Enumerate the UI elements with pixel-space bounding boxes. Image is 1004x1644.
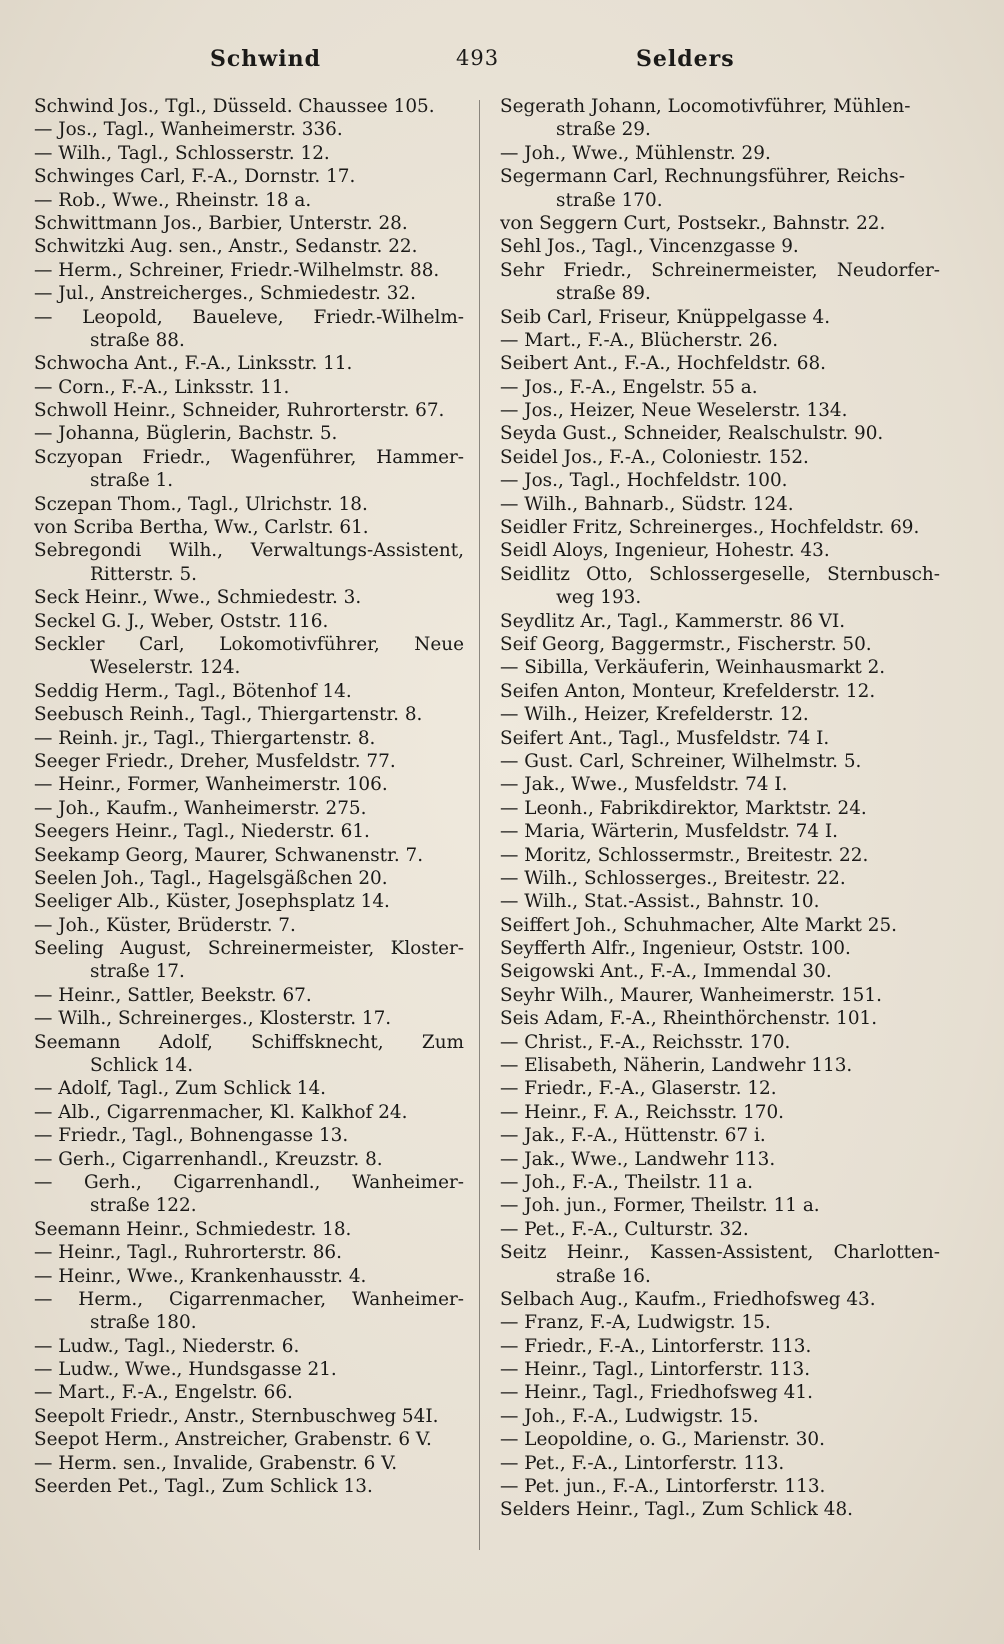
directory-entry-line: — Christ., F.-A., Reichsstr. 170. bbox=[500, 1031, 791, 1053]
directory-entry-line: — Ludw., Wwe., Hundsgasse 21. bbox=[34, 1359, 337, 1381]
directory-entry-line: — Jos., Heizer, Neue Weselerstr. 134. bbox=[500, 400, 848, 422]
directory-entry-line: — Joh., Wwe., Mühlenstr. 29. bbox=[500, 142, 771, 164]
directory-entry-line: — Pet. jun., F.-A., Lintorferstr. 113. bbox=[500, 1476, 826, 1498]
directory-entry-line: straße 1. bbox=[90, 470, 174, 492]
directory-entry-line: Seekamp Georg, Maurer, Schwanenstr. 7. bbox=[34, 844, 424, 866]
directory-entry-line: Schwoll Heinr., Schneider, Ruhrorterstr. 67. bbox=[34, 400, 445, 422]
directory-entry-line: Seifen Anton, Monteur, Krefelderstr. 12. bbox=[500, 680, 876, 702]
directory-entry-line: — Wilh., Stat.-Assist., Bahnstr. 10. bbox=[500, 891, 820, 913]
directory-entry-line: Seitz Heinr., Kassen-Assistent, Charlotten- bbox=[500, 1242, 940, 1264]
directory-entry-line: straße 170. bbox=[556, 189, 663, 211]
directory-entry-line: Seddig Herm., Tagl., Bötenhof 14. bbox=[34, 680, 352, 702]
directory-entry-line: — Alb., Cigarrenmacher, Kl. Kalkhof 24. bbox=[34, 1101, 408, 1123]
directory-entry-line: — Jak., F.-A., Hüttenstr. 67 i. bbox=[500, 1125, 766, 1147]
directory-entry-line: Seeger Friedr., Dreher, Musfeldstr. 77. bbox=[34, 750, 396, 772]
column-divider bbox=[479, 100, 480, 1550]
directory-entry-line: — Joh., Kaufm., Wanheimerstr. 275. bbox=[34, 797, 367, 819]
directory-entry-line: Seelen Joh., Tagl., Hagelsgäßchen 20. bbox=[34, 867, 388, 889]
directory-entry-line: Seydlitz Ar., Tagl., Kammerstr. 86 VI. bbox=[500, 610, 846, 632]
directory-entry-line: — Moritz, Schlossermstr., Breitestr. 22. bbox=[500, 844, 869, 866]
directory-entry-line: Seib Carl, Friseur, Knüppelgasse 4. bbox=[500, 306, 831, 328]
header-left-keyword: Schwind bbox=[210, 46, 321, 72]
directory-entry-line: von Seggern Curt, Postsekr., Bahnstr. 22. bbox=[500, 212, 886, 234]
directory-entry-line: Weselerstr. 124. bbox=[90, 657, 241, 679]
directory-entry-line: — Jak., Wwe., Musfeldstr. 74 I. bbox=[500, 774, 788, 796]
directory-entry-line: straße 16. bbox=[556, 1265, 651, 1287]
directory-entry-line: Sehl Jos., Tagl., Vincenzgasse 9. bbox=[500, 236, 799, 258]
directory-entry-line: — Gerh., Cigarrenhandl., Kreuzstr. 8. bbox=[34, 1148, 383, 1170]
directory-entry-line: — Friedr., Tagl., Bohnengasse 13. bbox=[34, 1125, 349, 1147]
right-column bbox=[500, 95, 940, 1522]
directory-entry-line: — Pet., F.-A., Culturstr. 32. bbox=[500, 1218, 749, 1240]
directory-entry-line: Seemann Adolf, Schiffsknecht, Zum bbox=[34, 1031, 464, 1053]
directory-entry-line: Seidler Fritz, Schreinerges., Hochfeldstr. 69. bbox=[500, 517, 920, 539]
directory-entry-line: — Joh., Küster, Brüderstr. 7. bbox=[34, 914, 296, 936]
directory-entry-line: Segerath Johann, Locomotivführer, Mühlen- bbox=[500, 96, 911, 117]
directory-entry-line: — Heinr., Tagl., Lintorferstr. 113. bbox=[500, 1359, 811, 1381]
directory-entry-line: Seibert Ant., F.-A., Hochfeldstr. 68. bbox=[500, 353, 827, 375]
directory-entry-line: Seerden Pet., Tagl., Zum Schlick 13. bbox=[34, 1476, 373, 1498]
header-right-keyword: Selders bbox=[636, 46, 735, 72]
directory-entry-line: — Wilh., Schlosserges., Breitestr. 22. bbox=[500, 867, 846, 889]
directory-entry-line: — Jos., F.-A., Engelstr. 55 a. bbox=[500, 376, 758, 398]
directory-entry-line: Selbach Aug., Kaufm., Friedhofsweg 43. bbox=[500, 1288, 876, 1310]
directory-entry-line: — Mart., F.-A., Engelstr. 66. bbox=[34, 1382, 293, 1404]
directory-entry-line: Selders Heinr., Tagl., Zum Schlick 48. bbox=[500, 1499, 853, 1521]
directory-entry-line: — Joh. jun., Former, Theilstr. 11 a. bbox=[500, 1195, 820, 1217]
directory-entry-line: — Heinr., Tagl., Ruhrorterstr. 86. bbox=[34, 1242, 342, 1264]
directory-entry-line: Seifert Ant., Tagl., Musfeldstr. 74 I. bbox=[500, 727, 830, 749]
directory-entry-line: Seeling August, Schreinermeister, Kloster- bbox=[34, 938, 464, 960]
directory-entry-line: — Maria, Wärterin, Musfeldstr. 74 I. bbox=[500, 821, 839, 843]
directory-entry-line: — Gust. Carl, Schreiner, Wilhelmstr. 5. bbox=[500, 750, 862, 772]
directory-entry-line: Seemann Heinr., Schmiedestr. 18. bbox=[34, 1218, 352, 1240]
directory-entry-line: — Wilh., Tagl., Schlosserstr. 12. bbox=[34, 142, 330, 164]
directory-entry-line: — Franz, F.-A, Ludwigstr. 15. bbox=[500, 1312, 771, 1334]
directory-entry-line: Seepolt Friedr., Anstr., Sternbuschweg 54I. bbox=[34, 1405, 439, 1427]
directory-entry-line: Seckel G. J., Weber, Oststr. 116. bbox=[34, 610, 329, 632]
directory-entry-line: — Herm., Schreiner, Friedr.-Wilhelmstr. 88. bbox=[34, 259, 440, 281]
directory-entry-line: — Elisabeth, Näherin, Landwehr 113. bbox=[500, 1055, 853, 1077]
directory-entry-line: Seebusch Reinh., Tagl., Thiergartenstr. 8. bbox=[34, 704, 423, 726]
directory-entry-line: — Reinh. jr., Tagl., Thiergartenstr. 8. bbox=[34, 727, 376, 749]
directory-entry-line: — Johanna, Büglerin, Bachstr. 5. bbox=[34, 423, 338, 445]
directory-entry-line: Seis Adam, F.-A., Rheinthörchenstr. 101. bbox=[500, 1008, 878, 1030]
directory-entry-line: Schwittmann Jos., Barbier, Unterstr. 28. bbox=[34, 212, 408, 234]
directory-entry-line: straße 89. bbox=[556, 283, 651, 305]
directory-entry-line: — Herm. sen., Invalide, Grabenstr. 6 V. bbox=[34, 1452, 398, 1474]
directory-entry-line: — Heinr., F. A., Reichsstr. 170. bbox=[500, 1101, 785, 1123]
directory-entry-line: straße 17. bbox=[90, 961, 185, 983]
page-number: 493 bbox=[456, 46, 500, 70]
directory-entry-line: — Joh., F.-A., Theilstr. 11 a. bbox=[500, 1171, 753, 1193]
directory-entry-line: Seidlitz Otto, Schlossergeselle, Sternbusch- bbox=[500, 563, 940, 585]
directory-entry-line: Schlick 14. bbox=[90, 1055, 194, 1077]
directory-entry-line: — Joh., F.-A., Ludwigstr. 15. bbox=[500, 1405, 759, 1427]
directory-entry-line: — Jul., Anstreicherges., Schmiedestr. 32. bbox=[34, 283, 416, 305]
directory-entry-line: Schwocha Ant., F.-A., Linksstr. 11. bbox=[34, 353, 353, 375]
directory-entry-line: — Rob., Wwe., Rheinstr. 18 a. bbox=[34, 189, 312, 211]
directory-entry-line: — Friedr., F.-A., Glaserstr. 12. bbox=[500, 1078, 777, 1100]
directory-entry-line: Seeliger Alb., Küster, Josephsplatz 14. bbox=[34, 891, 390, 913]
directory-entry-line: Schwitzki Aug. sen., Anstr., Sedanstr. 22. bbox=[34, 236, 418, 258]
directory-entry-line: von Scriba Bertha, Ww., Carlstr. 61. bbox=[34, 517, 369, 539]
directory-entry-line: — Mart., F.-A., Blücherstr. 26. bbox=[500, 329, 779, 351]
directory-entry-line: — Gerh., Cigarrenhandl., Wanheimer- bbox=[34, 1171, 464, 1193]
directory-entry-line: Segermann Carl, Rechnungsführer, Reichs- bbox=[500, 166, 905, 188]
directory-entry-line: Seckler Carl, Lokomotivführer, Neue bbox=[34, 633, 464, 655]
directory-entry-line: Ritterstr. 5. bbox=[90, 563, 198, 585]
directory-entry-line: — Corn., F.-A., Linksstr. 11. bbox=[34, 376, 290, 398]
directory-entry-line: straße 180. bbox=[90, 1312, 197, 1334]
directory-entry-line: — Herm., Cigarrenmacher, Wanheimer- bbox=[34, 1288, 464, 1310]
directory-entry-line: Seidel Jos., F.-A., Coloniestr. 152. bbox=[500, 446, 809, 468]
directory-entry-line: — Leopoldine, o. G., Marienstr. 30. bbox=[500, 1429, 825, 1451]
directory-entry-line: Seyda Gust., Schneider, Realschulstr. 90. bbox=[500, 423, 884, 445]
directory-entry-line: — Sibilla, Verkäuferin, Weinhausmarkt 2. bbox=[500, 657, 886, 679]
directory-entry-line: Seigowski Ant., F.-A., Immendal 30. bbox=[500, 961, 832, 983]
directory-entry-line: — Wilh., Bahnarb., Südstr. 124. bbox=[500, 493, 794, 515]
directory-entry-line: Seepot Herm., Anstreicher, Grabenstr. 6 V. bbox=[34, 1429, 432, 1451]
directory-entry-line: Seck Heinr., Wwe., Schmiedestr. 3. bbox=[34, 587, 362, 609]
directory-entry-line: Sehr Friedr., Schreinermeister, Neudorfer- bbox=[500, 259, 940, 281]
directory-entry-line: — Leonh., Fabrikdirektor, Marktstr. 24. bbox=[500, 797, 867, 819]
directory-entry-line: — Adolf, Tagl., Zum Schlick 14. bbox=[34, 1078, 327, 1100]
directory-entry-line: Sebregondi Wilh., Verwaltungs-Assistent, bbox=[34, 540, 464, 562]
directory-entry-line: — Ludw., Tagl., Niederstr. 6. bbox=[34, 1335, 300, 1357]
directory-entry-line: — Heinr., Former, Wanheimerstr. 106. bbox=[34, 774, 388, 796]
directory-entry-line: — Pet., F.-A., Lintorferstr. 113. bbox=[500, 1452, 785, 1474]
directory-entry-line: Seyfferth Alfr., Ingenieur, Oststr. 100. bbox=[500, 938, 851, 960]
directory-entry-line: straße 88. bbox=[90, 329, 185, 351]
directory-entry-line: — Friedr., F.-A., Lintorferstr. 113. bbox=[500, 1335, 812, 1357]
directory-entry-line: — Heinr., Sattler, Beekstr. 67. bbox=[34, 984, 312, 1006]
directory-entry-line: Sczyopan Friedr., Wagenführer, Hammer- bbox=[34, 446, 464, 468]
directory-entry-line: Seidl Aloys, Ingenieur, Hohestr. 43. bbox=[500, 540, 830, 562]
directory-entry-line: straße 122. bbox=[90, 1195, 197, 1217]
directory-entry-line: Seif Georg, Baggermstr., Fischerstr. 50. bbox=[500, 633, 872, 655]
directory-entry-line: — Jos., Tagl., Wanheimerstr. 336. bbox=[34, 119, 343, 141]
directory-entry-line: Seegers Heinr., Tagl., Niederstr. 61. bbox=[34, 821, 370, 843]
directory-entry-line: — Wilh., Schreinerges., Klosterstr. 17. bbox=[34, 1008, 392, 1030]
directory-entry-line: Schwinges Carl, F.-A., Dornstr. 17. bbox=[34, 166, 356, 188]
directory-entry-line: — Jak., Wwe., Landwehr 113. bbox=[500, 1148, 776, 1170]
directory-entry-line: Seyhr Wilh., Maurer, Wanheimerstr. 151. bbox=[500, 984, 882, 1006]
left-column bbox=[34, 95, 464, 1498]
directory-entry-line: — Jos., Tagl., Hochfeldstr. 100. bbox=[500, 470, 788, 492]
directory-entry-line: — Heinr., Wwe., Krankenhausstr. 4. bbox=[34, 1265, 367, 1287]
directory-entry-line: Sczepan Thom., Tagl., Ulrichstr. 18. bbox=[34, 493, 368, 515]
directory-entry-line: Seiffert Joh., Schuhmacher, Alte Markt 25. bbox=[500, 914, 897, 936]
directory-entry-line: — Wilh., Heizer, Krefelderstr. 12. bbox=[500, 704, 809, 726]
directory-entry-line: straße 29. bbox=[556, 119, 651, 141]
directory-entry-line: — Leopold, Baueleve, Friedr.-Wilhelm- bbox=[34, 306, 464, 328]
directory-entry-line: weg 193. bbox=[556, 587, 642, 609]
directory-entry-line: — Heinr., Tagl., Friedhofsweg 41. bbox=[500, 1382, 813, 1404]
directory-entry-line: Schwind Jos., Tgl., Düsseld. Chaussee 105. bbox=[34, 96, 435, 117]
